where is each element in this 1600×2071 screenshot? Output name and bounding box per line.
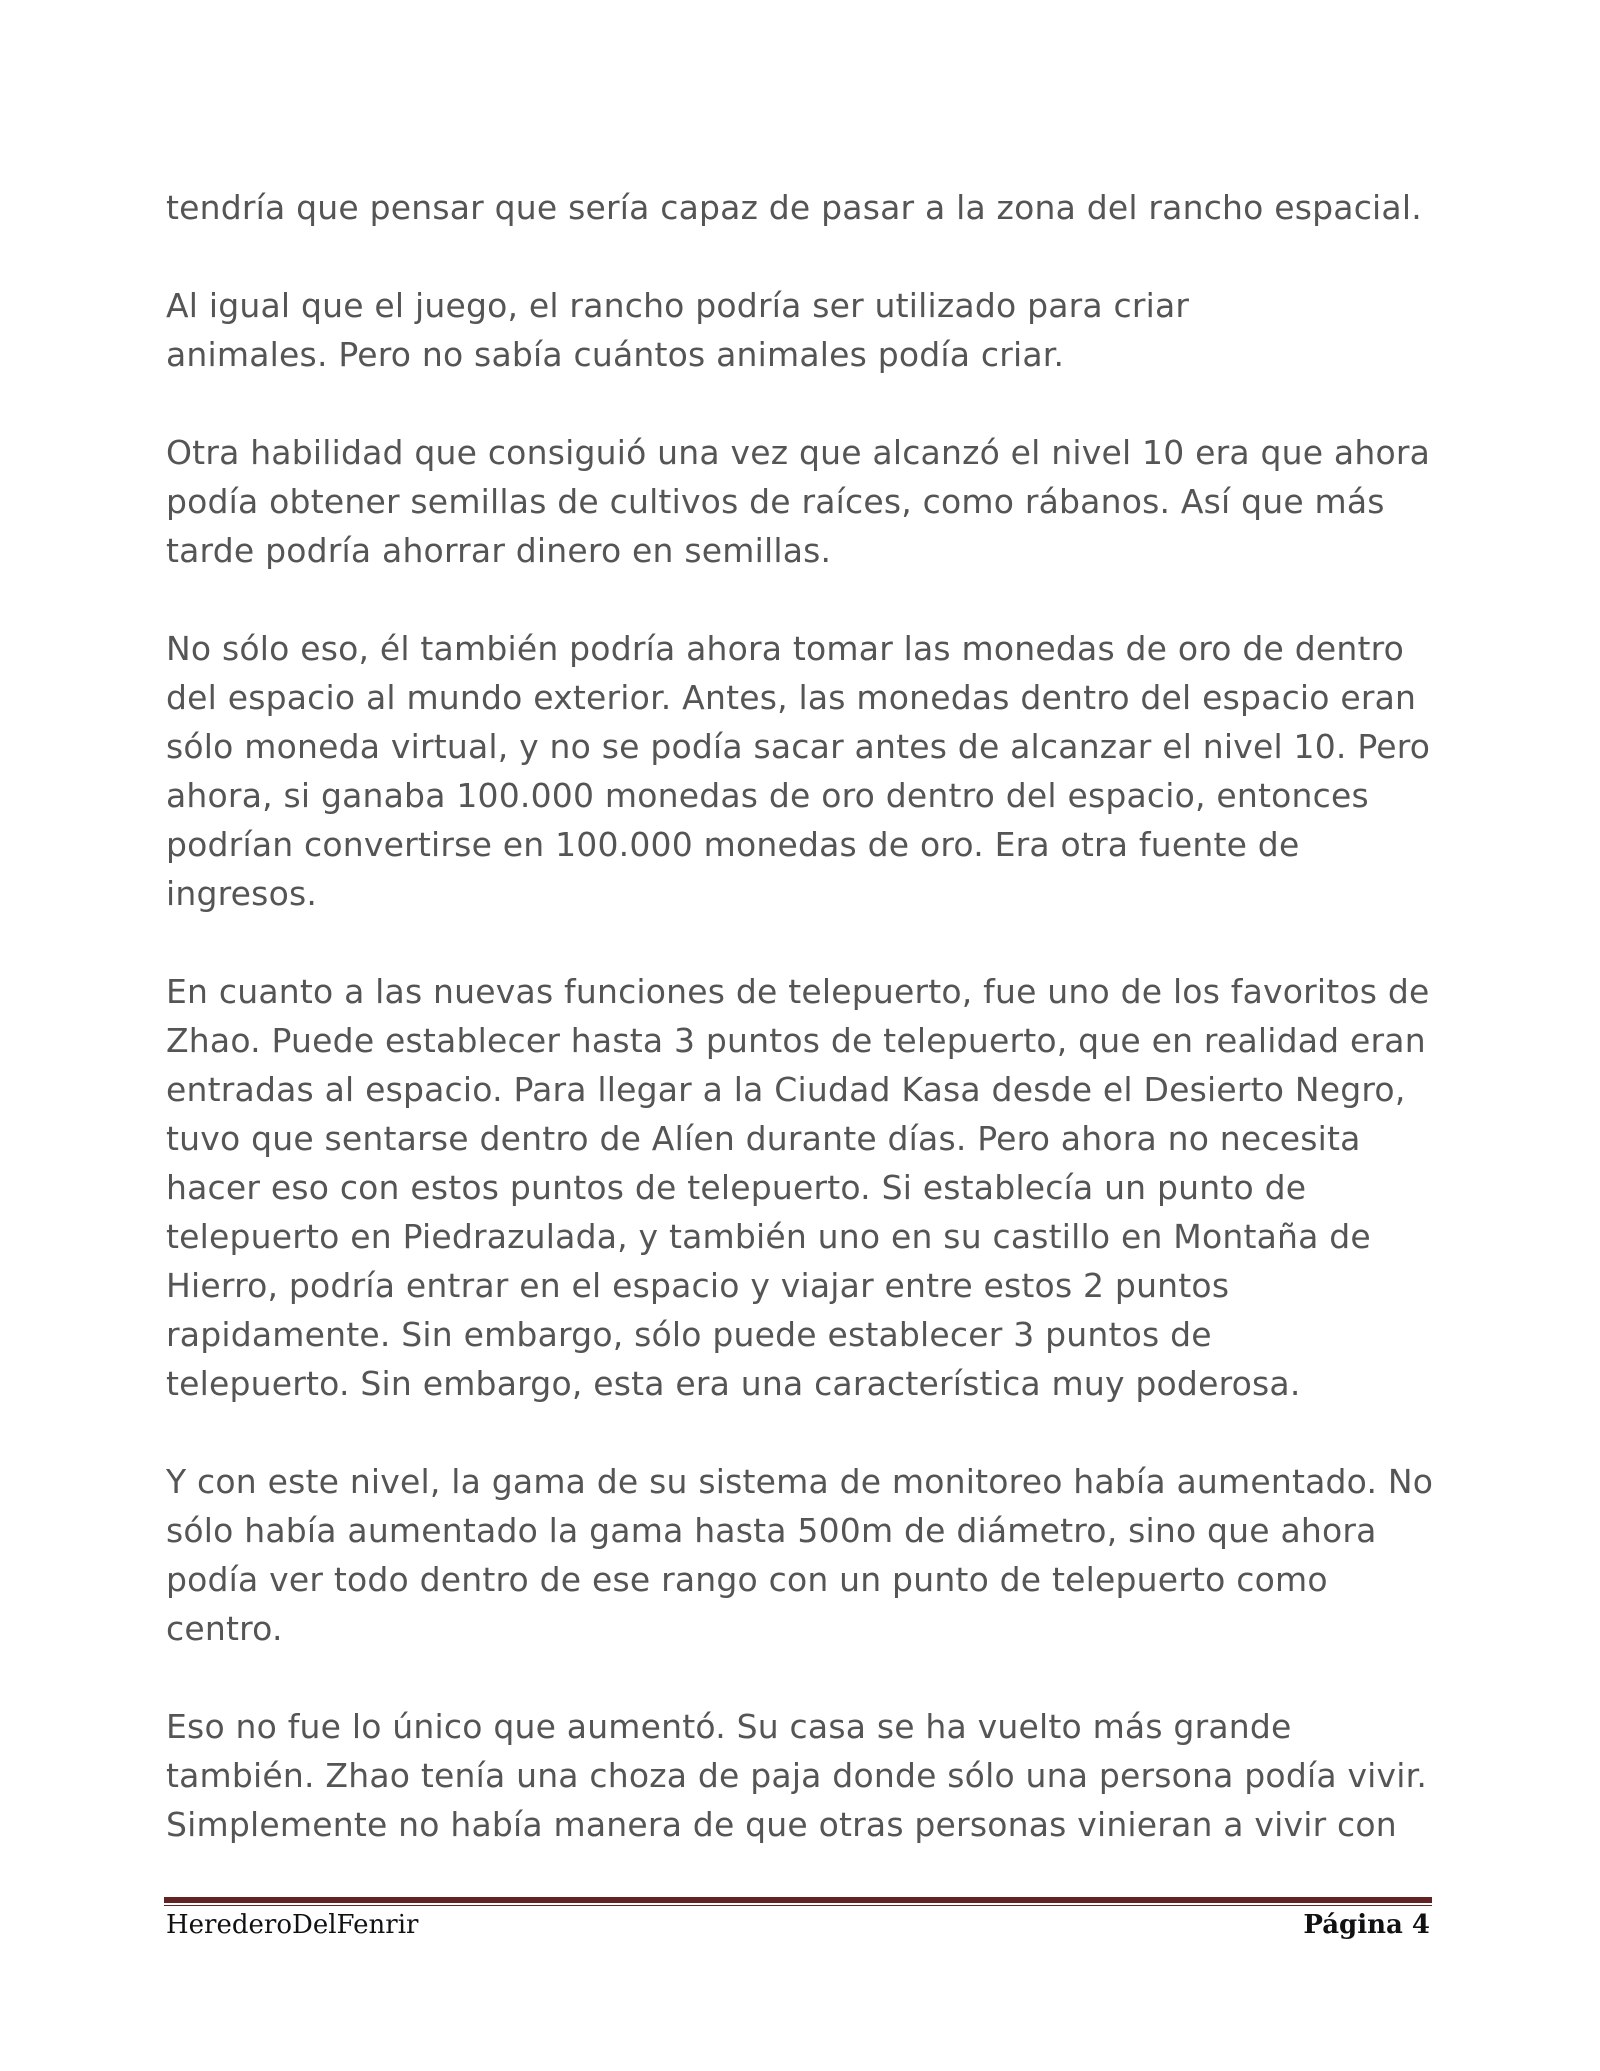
paragraph-2: Al igual que el juego, el rancho podría ser utilizado para criar animales. Pero no sabía cuántos animales podía criar.: [166, 286, 1190, 374]
paragraph-3: Otra habilidad que consiguió una vez que alcanzó el nivel 10 era que ahora podía obtener semillas de cultivos de raíces, como rábanos. Así que más tarde podría ahorrar dinero en semillas.: [166, 433, 1431, 570]
page-footer: [166, 1910, 1430, 1940]
paragraph-1: tendría que pensar que sería capaz de pasar a la zona del rancho espacial.: [166, 188, 1422, 227]
footer-page-number: Página 4: [1303, 1910, 1430, 1940]
paragraph-7: Eso no fue lo único que aumentó. Su casa se ha vuelto más grande también. Zhao tenía una choza de paja donde sólo una persona podía vivir. Simplemente no había manera de que otras personas vinieran a vivir con: [166, 1707, 1428, 1844]
footer-divider-thick: [164, 1897, 1432, 1903]
footer-author: HerederoDelFenrir: [166, 1910, 419, 1940]
footer-divider-thin: [164, 1905, 1432, 1906]
paragraph-4: No sólo eso, él también podría ahora tomar las monedas de oro de dentro del espacio al mundo exterior. Antes, las monedas dentro del espacio eran sólo moneda virtual, y no se podía sacar antes de alcanzar el nivel 10. Pero ahora, si ganaba 100.000 monedas de oro dentro del espacio, entonces podrían convertirse en 100.000 monedas de oro. Era otra fuente de ingresos.: [166, 629, 1431, 913]
paragraph-6: Y con este nivel, la gama de su sistema de monitoreo había aumentado. No sólo había aumentado la gama hasta 500m de diámetro, sino que ahora podía ver todo dentro de ese rango con un punto de telepuerto como centro.: [166, 1462, 1434, 1648]
paragraph-5: En cuanto a las nuevas funciones de telepuerto, fue uno de los favoritos de Zhao. Puede establecer hasta 3 puntos de telepuerto, que en realidad eran entradas al espacio. Para llegar a la Ciudad Kasa desde el Desierto Negro, tuvo que sentarse dentro de Alíen durante días. Pero ahora no necesita hacer eso con estos puntos de telepuerto. Si establecía un punto de telepuerto en Piedrazulada, y también uno en su castillo en Montaña de Hierro, podría entrar en el espacio y viajar entre estos 2 puntos rapidamente. Sin embargo, sólo puede establecer 3 puntos de telepuerto. Sin embargo, esta era una característica muy poderosa.: [166, 972, 1430, 1403]
page-body: [166, 183, 1436, 1849]
